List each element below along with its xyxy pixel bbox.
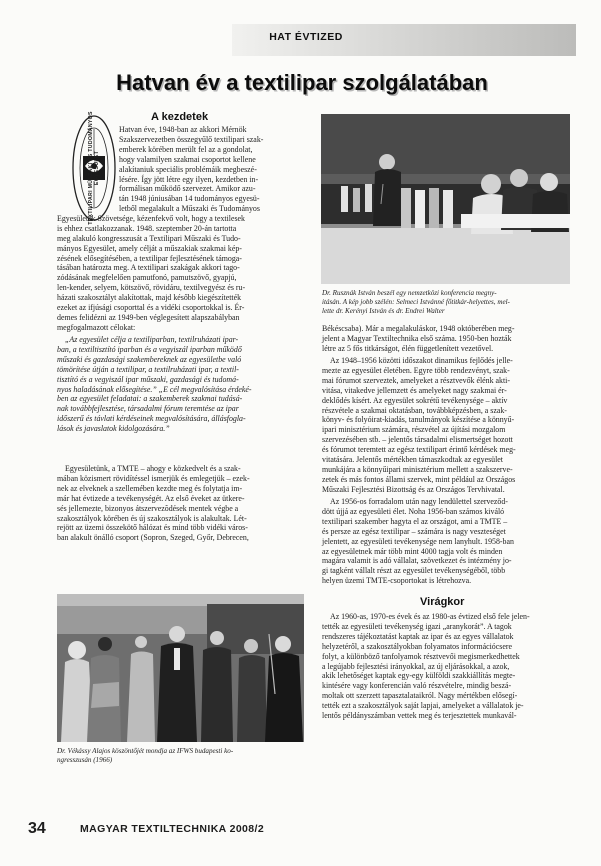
text-line: mai fórumot szerveztek, amelyeket a résztvevők élénk akti-	[322, 375, 510, 385]
magazine-issue: MAGYAR TEXTILTECHNIKA 2008/2	[80, 823, 265, 835]
text-line: műszaki és gazdasági szakembereknek az egyesületbe való	[57, 354, 242, 364]
page-number: 34	[28, 820, 46, 837]
caption-line: lette dr. Kerényi István és dr. Endrei Walter	[322, 307, 445, 316]
text-line: zésének elősegítésében, a textilipar fejlesztésének támoga-	[57, 253, 242, 263]
text-line: tán 1948 júniusában 14 tudományos egyesü-	[119, 194, 260, 204]
text-line: Hatvan éve, 1948-ban az akkori Mérnök	[119, 125, 247, 134]
text-line: kintésére vagy konferencián való részvételre, mindig beszá-	[322, 681, 512, 691]
right-subheading: Virágkor	[420, 596, 465, 608]
text-line: lások és javaslatok kidolgozására.”	[57, 424, 170, 434]
text-line: folyt, a különböző tanfolyamok résztvevői megismerkedhettek	[322, 651, 520, 661]
right-text-2	[322, 356, 572, 495]
text-line: már hat évtizede a tevékenységét. Az első éveket az ütkere-	[57, 493, 245, 503]
text-line: mányos Egyesület, amely célját a műszakiak szakmai kép-	[57, 243, 242, 253]
article-title: Hatvan év a textilipar szolgálatában	[116, 70, 488, 95]
text-line: szakosztályok körében és új szakosztályok is alakultak. Lét-	[57, 513, 247, 523]
text-line: jelentett, az egyesületi tevékenysége nem lanyhult. 1958-ban	[322, 536, 514, 546]
caption-line: itásán. A kép jobb szélén: Selmeci Istvánné főtitkár-helyettes, mel-	[322, 298, 510, 307]
photo-conference	[321, 114, 570, 284]
text-line: ezeket az ifjúsági csoporttal és a vidéki csoportokkal is. Ér-	[57, 303, 245, 313]
text-line: is ehhez csatlakozzanak. 1948. szeptember 20-án tartotta	[57, 223, 237, 233]
text-line: ban alakult önálló csoport (Sopron, Szeged, Győr, Debrecen,	[57, 533, 249, 543]
right-text-3	[322, 497, 572, 586]
text-line: tisztító és a vegyiszál ipar műszaki, gazdasági és tudomá-	[57, 374, 239, 384]
text-line: „Az egyesület célja a textiliparban, textilruházati ipar-	[65, 335, 239, 344]
left-paragraph-1-narrow	[119, 125, 304, 204]
text-line: len-kender, selyem, kötszövő, rövidáru, textilvegyész és ru-	[57, 283, 246, 293]
text-line: tömörítése útján a textilipar, a textilruházati ipar, a textil-	[57, 364, 239, 374]
text-line: a legújabb fejlesztési irányokkal, az új eljárásokkal, a azok,	[322, 661, 510, 671]
text-line: vitása, vitakedve jellemzett és amelyeket nagy szakmai ér-	[322, 385, 507, 395]
text-line: házati szakosztályt alakítottak, majd később kiegészítették	[57, 293, 242, 303]
text-line: Az 1948–1956 közötti időszakot dinamikus fejlődés jelle-	[330, 356, 513, 365]
text-line: zetek és más fontos állami szervek, mint például az Országos	[322, 474, 516, 484]
text-line: deklődés kísért. Az egyesület sokrétű tevékenysége – aktív	[322, 395, 508, 405]
text-line: Békéscsaba). Már a megalakuláskor, 1948 októberében meg-	[322, 324, 515, 333]
text-line: nak továbbfejlesztése, társadalmi fórum teremtése az ipar	[57, 404, 239, 414]
caption-line: Dr. Rusznák István beszél egy nemzetközi konferencia megny-	[322, 289, 497, 297]
text-line: létre az 5 fős titkárságot, élén függetlenített vezetővel.	[322, 343, 494, 353]
text-line: akik lehetőséget kaptak egy-egy külföldi szakkiállítás megte-	[322, 671, 516, 681]
text-line: lésére. Így jött létre egy ilyen, kezdetben in-	[119, 174, 259, 184]
text-line: és fórumot teremtett az egész textilipart érintő kérdések meg-	[322, 445, 516, 455]
text-line: tették ezt a szakosztályok saját lapjai, amelyeket a vállalatok je-	[322, 701, 524, 711]
text-line: nek az elveknek a szellemében kezdte meg és folytatja im-	[57, 483, 243, 493]
text-line: rendszeres tájékoztatást kaptak az ipar és az egyes vállalatok	[322, 631, 514, 641]
text-line: részvétele a szakmai oktatásban, továbbképzésben, a szak-	[322, 405, 507, 415]
text-line: helyen üzemi TMTE-csoportokat is létrehozva.	[322, 576, 472, 586]
text-line: tették az egyesületi tevékenység igazi „aranykorát”. A tagok	[322, 621, 512, 631]
right-text-4	[322, 612, 572, 721]
text-line: szervezésében stb. – jelentős társadalmi elismertséget hozott	[322, 435, 513, 445]
text-line: magára valamit is adó vállalat, szövetkezet és intézmény jo-	[322, 556, 512, 566]
logo-ring-text: TEXTILIPARI MŰSZAKI ÉS TUDOMÁNYOS EGYESÜLET	[88, 111, 100, 225]
text-line: mezte az egyesület életében. Egyre több rendezvényt, szak-	[322, 365, 510, 375]
text-line: emberek körében merült fel az a gondolat,	[119, 144, 253, 154]
text-line: az egyesületnek már több mint 4000 tagja volt és minden	[322, 546, 503, 556]
right-text-1	[322, 324, 572, 354]
text-line: ben az egyesület feladatai: a szakemberek szakmai tudásá-	[57, 394, 243, 404]
text-line: jelent a Magyar Textiltechnika első száma. 1950-ben hozták	[322, 333, 512, 343]
text-line: zódásának megfelelően pamutfonó, pamutszövő, gyapjú,	[57, 273, 237, 283]
text-line: Egyesületünk, a TMTE – ahogy e közkedvelt és a szak-	[65, 464, 241, 473]
left-paragraph-1-full	[57, 204, 304, 333]
photo-reception	[57, 594, 304, 742]
right-photo-caption	[322, 289, 572, 317]
text-line: formálisan működő szervezet. Amikor azu-	[119, 184, 256, 194]
text-line: vitatására. Jelentős mértékben támaszkodtak az egyesület	[322, 455, 503, 465]
text-line: és persze az egész textilipar – számára is nagy veszteséget	[322, 526, 506, 536]
text-line: tásában határozta meg. A textilipari szakágak akkori tago-	[57, 263, 240, 273]
text-line: meg alakuló kongresszusát a Textilipari Műszaki és Tudo-	[57, 233, 241, 243]
text-line: gi tagként vállalt részt az egyesület tevékenységéből, több	[322, 566, 506, 576]
text-line: munkájára a könnyűipari minisztérium mellett a szakszerve-	[322, 464, 513, 474]
text-line: Szakszervezetben összegyűlő textilipari szak-	[119, 134, 264, 144]
text-line: alakítaniuk speciális problémáik megbeszé-	[119, 164, 257, 174]
text-line: időszerű és távlati kérdéseinek megvalósítására, állásfogla-	[57, 414, 246, 424]
text-line: Egyesületek Szövetsége, kézenfekvő volt, hogy a textilesek	[57, 213, 245, 223]
text-line: textilipari szakember hagyta el az országot, ami a TMTE –	[322, 516, 508, 526]
text-line: rejött az üzemi összekötő hálózat és mind több vidéki város-	[57, 523, 248, 533]
left-quote	[57, 335, 304, 434]
text-line: Műszaki Fejlesztési Bizottság és az Országos Tervhivatal.	[322, 484, 505, 494]
left-photo-caption	[57, 747, 304, 765]
text-line: letből megalakult a Műszaki és Tudományos	[119, 204, 260, 213]
text-line: ban, a textiltisztító iparban és a vegyiszál iparban működő	[57, 344, 242, 354]
caption-line: ngresszusán (1966)	[57, 756, 113, 765]
text-line: Az 1956-os forradalom után nagy lendülettel szerveződ-	[330, 497, 508, 506]
text-line: sés jellemezte, bizonyos átszervezõdések mentek végbe a	[57, 503, 239, 513]
text-line: mában közismert rövidítéssel ismerjük és emlegetjük – ezek-	[57, 473, 250, 483]
text-line: helyzetéről, a szakosztályokban folyamatos információcsere	[322, 641, 512, 651]
text-line: demes felidézni az 1949-ben véglegesített alapszabályban	[57, 312, 240, 322]
text-line: ipari minisztérium számára, részvétel az újítási mozgalom	[322, 425, 506, 435]
text-line: dött újjá az egyesületi élet. Noha 1956-ban számos kiváló	[322, 506, 505, 516]
text-line: hogy valamilyen szakmai csoportot kellene	[119, 154, 256, 164]
left-subheading: A kezdetek	[151, 111, 209, 123]
text-line: Az 1960-as, 1970-es évek és az 1980-as évtized első fele jelen-	[330, 612, 530, 621]
left-paragraph-2	[57, 464, 304, 543]
text-line: lentős példányszámban vettek meg és terjesztettek munkavál-	[322, 711, 517, 721]
section-tag: HAT ÉVTIZED	[269, 31, 343, 43]
text-line: megfogalmazott célokat:	[57, 322, 136, 332]
caption-line: Dr. Vékássy Alajos köszöntőjét mondja az IFWS budapesti ko-	[57, 747, 234, 755]
text-line: nyos haladásának elősegítése.” „E cél megvalósítása érdeké-	[57, 384, 252, 394]
text-line: moltak ott szerzett tapasztalataikról. Nagy mértékben elősegí-	[322, 691, 518, 701]
text-line: könyv- és folyóirat-kiadás, tanulmányok készítése a könnyű-	[322, 415, 515, 425]
